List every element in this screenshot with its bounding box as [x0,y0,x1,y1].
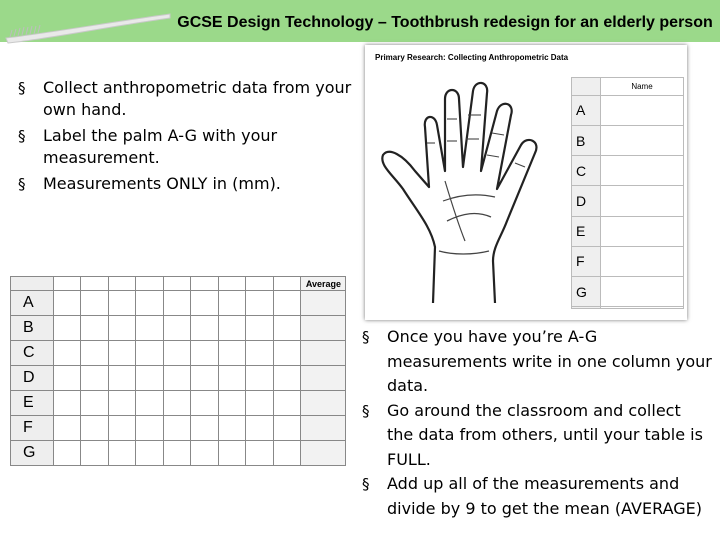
measurement-cell[interactable] [601,156,684,186]
row-label: G [11,441,54,466]
table-row [572,246,684,276]
data-cell[interactable] [246,277,273,291]
row-label [11,277,54,291]
list-item-text: Label the palm A-G with your measurement. [43,126,278,167]
data-cell[interactable] [136,366,163,391]
average-cell[interactable] [301,341,346,366]
row-label [572,307,601,309]
data-cell[interactable] [246,366,273,391]
instructions-list-right [362,325,712,521]
table-row [572,125,684,155]
table-row [572,95,684,125]
table-row [11,277,346,291]
list-item-text: Add up all of the measurements and divide by 9 to get the mean (AVERAGE) [387,474,702,518]
table-row [572,186,684,216]
data-cell[interactable] [191,416,218,441]
data-cell[interactable] [108,291,135,316]
table-row [11,441,346,466]
toothbrush-logo [2,8,172,48]
list-item-text: Go around the classroom and collect the data from others, until your table is FULL. [387,400,703,469]
data-cell[interactable] [218,277,245,291]
list-item [362,472,712,521]
data-cell[interactable] [191,341,218,366]
measurement-cell[interactable] [601,246,684,276]
measurement-cell[interactable] [601,307,684,309]
data-cell[interactable] [136,316,163,341]
table-row [572,216,684,246]
data-cell[interactable] [163,441,190,466]
row-label [572,78,601,96]
data-cell[interactable] [136,277,163,291]
data-cell[interactable] [108,366,135,391]
data-cell[interactable] [163,341,190,366]
list-item-text: Once you have you’re A-G measurements write in one column your data. [387,327,712,395]
data-cell[interactable] [54,441,81,466]
data-cell[interactable] [246,391,273,416]
data-cell[interactable] [273,366,301,391]
data-cell[interactable] [163,391,190,416]
bullet-marker: § [18,127,26,145]
data-cell[interactable] [163,366,190,391]
name-header: Name [601,78,684,96]
bullet-marker: § [362,328,370,346]
data-cell[interactable] [163,277,190,291]
average-cell[interactable] [301,366,346,391]
data-cell[interactable] [54,291,81,316]
data-cell[interactable] [273,441,301,466]
data-cell[interactable] [108,277,135,291]
data-cell[interactable] [108,341,135,366]
data-cell[interactable] [81,341,108,366]
data-cell[interactable] [218,441,245,466]
bullet-marker: § [18,175,26,193]
table-row [572,307,684,309]
measurement-cell[interactable] [601,186,684,216]
average-cell[interactable] [301,391,346,416]
data-cell[interactable] [81,291,108,316]
average-cell[interactable] [301,441,346,466]
data-cell[interactable] [246,341,273,366]
data-cell[interactable] [81,366,108,391]
bullet-marker: § [362,401,370,420]
data-cell[interactable] [136,441,163,466]
data-cell[interactable] [273,391,301,416]
data-cell[interactable] [163,416,190,441]
data-cell[interactable] [218,416,245,441]
data-cell[interactable] [108,441,135,466]
average-cell[interactable] [301,291,346,316]
data-cell[interactable] [246,416,273,441]
table-row [11,391,346,416]
data-cell[interactable] [191,277,218,291]
hand-outline-drawing [373,71,568,311]
table-row [11,416,346,441]
data-cell[interactable] [108,416,135,441]
data-cell[interactable] [54,391,81,416]
data-cell[interactable] [246,441,273,466]
row-label: G [572,276,601,306]
data-cell[interactable] [218,391,245,416]
row-label: E [11,391,54,416]
data-cell[interactable] [81,316,108,341]
list-item-text: Measurements ONLY in (mm). [43,174,281,193]
table-row [11,291,346,316]
data-cell[interactable] [191,366,218,391]
data-cell[interactable] [163,316,190,341]
data-cell[interactable] [218,341,245,366]
row-label: B [572,125,601,155]
table-row [572,156,684,186]
data-cell[interactable] [163,291,190,316]
row-label: D [572,186,601,216]
table-row [11,316,346,341]
page-title-text: GCSE Design Technology – Toothbrush redesign for an elderly person [177,14,713,31]
row-label: A [572,95,601,125]
list-item [18,77,353,121]
data-cell[interactable] [273,291,301,316]
average-cell[interactable] [301,316,346,341]
data-cell[interactable] [273,341,301,366]
data-cell[interactable] [191,291,218,316]
row-label: C [11,341,54,366]
list-item-text: Collect anthropometric data from your own hand. [43,78,352,119]
data-cell[interactable] [81,416,108,441]
data-cell[interactable] [54,277,81,291]
data-cell[interactable] [218,316,245,341]
data-cell[interactable] [81,391,108,416]
table-row [572,276,684,306]
row-label: F [11,416,54,441]
row-label: B [11,316,54,341]
data-cell[interactable] [246,316,273,341]
data-cell[interactable] [108,316,135,341]
data-cell[interactable] [273,277,301,291]
data-cell[interactable] [136,291,163,316]
data-cell[interactable] [191,441,218,466]
data-cell[interactable] [273,316,301,341]
table-row [11,366,346,391]
data-cell[interactable] [54,416,81,441]
table-row [572,78,684,96]
data-cell[interactable] [81,277,108,291]
data-cell[interactable] [191,391,218,416]
average-cell[interactable] [301,416,346,441]
worksheet-title: Primary Research: Collecting Anthropometric Data [375,53,569,62]
data-cell[interactable] [54,316,81,341]
row-label: C [572,156,601,186]
worksheet-table [571,77,684,309]
measurement-cell[interactable] [601,125,684,155]
data-cell[interactable] [136,391,163,416]
average-table [10,276,346,466]
measurement-cell[interactable] [601,276,684,306]
data-cell[interactable] [54,341,81,366]
data-cell[interactable] [191,316,218,341]
data-cell[interactable] [218,291,245,316]
row-label: E [572,216,601,246]
measurement-cell[interactable] [601,216,684,246]
data-cell[interactable] [81,441,108,466]
bullet-marker: § [362,475,370,493]
data-cell[interactable] [218,366,245,391]
table-row [11,341,346,366]
data-cell[interactable] [273,416,301,441]
list-item [362,325,712,399]
list-item [18,125,353,169]
data-cell[interactable] [108,391,135,416]
data-cell[interactable] [136,341,163,366]
measurement-cell[interactable] [601,95,684,125]
list-item [18,173,353,195]
instructions-list-left [18,77,353,199]
data-cell[interactable] [246,291,273,316]
row-label: F [572,246,601,276]
list-item [362,399,712,473]
average-header: Average [301,277,346,291]
bullet-marker: § [18,79,26,97]
row-label: D [11,366,54,391]
data-cell[interactable] [54,366,81,391]
row-label: A [11,291,54,316]
worksheet-image [365,45,687,320]
data-cell[interactable] [136,416,163,441]
